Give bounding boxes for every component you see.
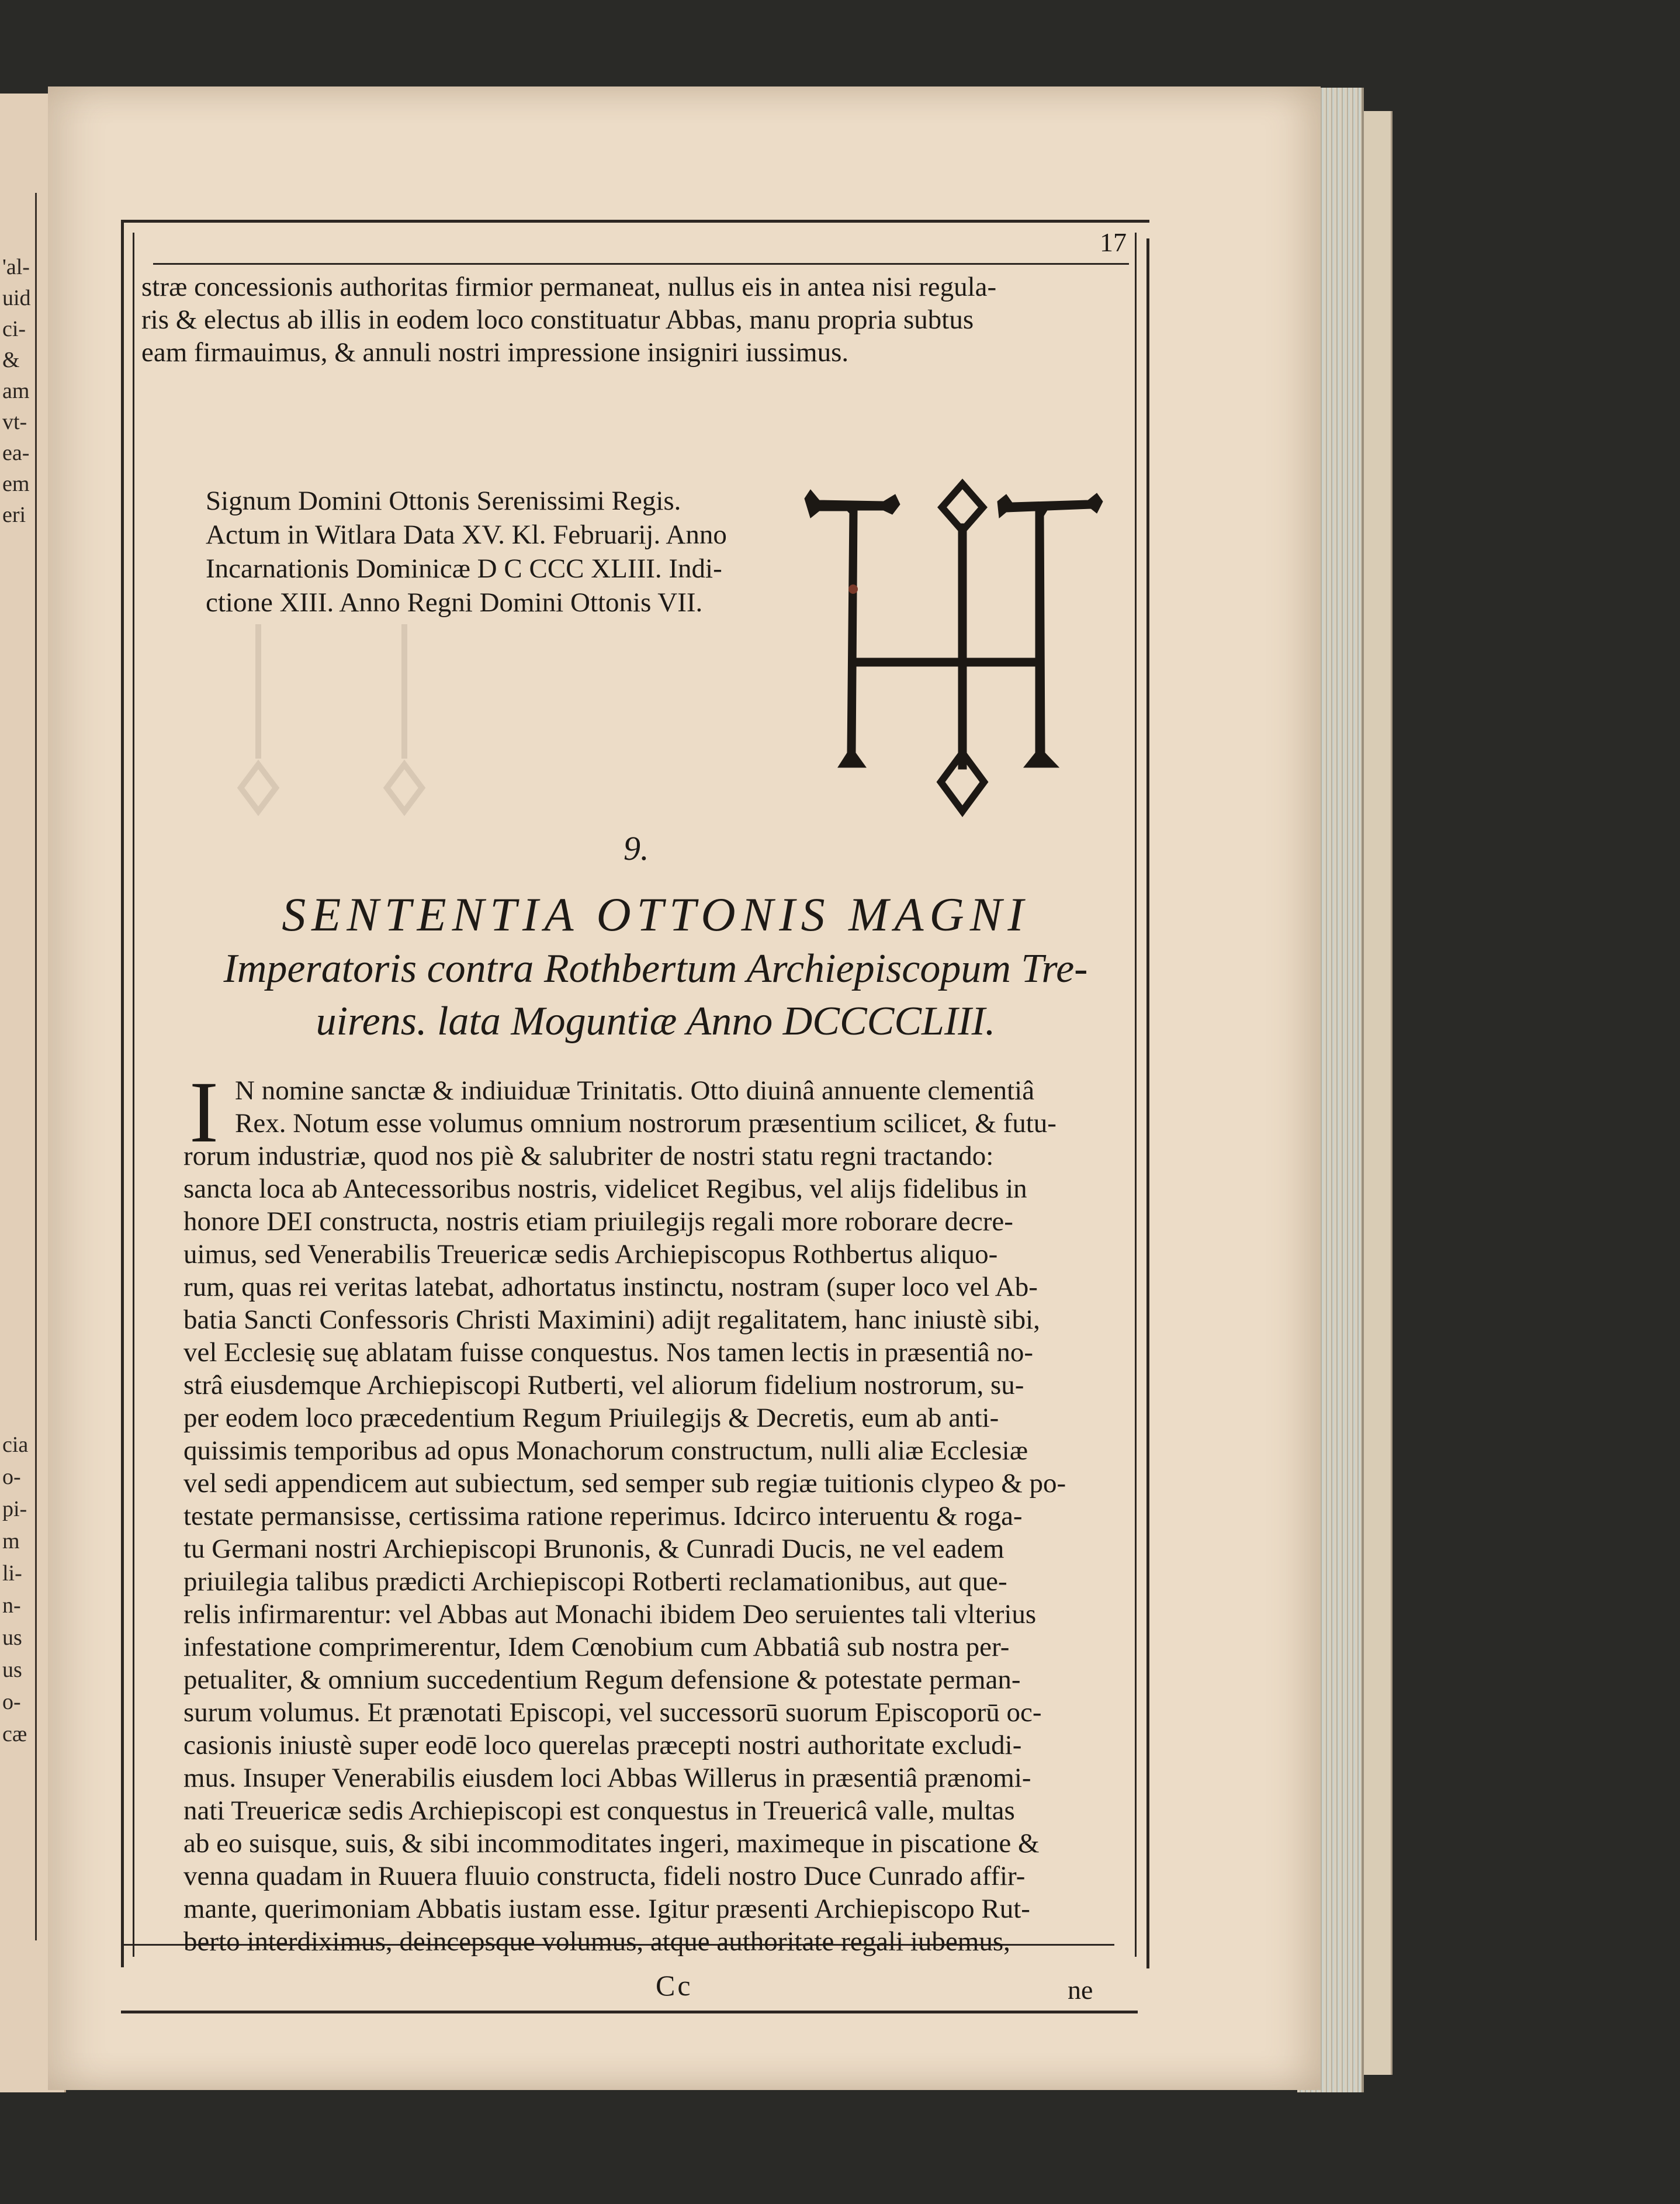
body-line: berto interdiximus, deincepsque volumus, atque authoritate regali iubemus,	[183, 1926, 1010, 1957]
top-text-block	[141, 271, 1123, 369]
body-line: surum volumus. Et prænotati Episcopi, vel successorū suorum Episcoporū oc-	[183, 1697, 1042, 1728]
frame-left-outer-rule	[121, 220, 124, 1967]
body-line: vel sedi appendicem aut subiectum, sed semper sub regiæ tuitionis clypeo & po-	[183, 1468, 1066, 1499]
heading-line-1: SENTENTIA OTTONIS MAGNI	[282, 888, 1030, 941]
frame-bottom-rule	[121, 2011, 1138, 2013]
frame-right-outer-rule	[1146, 238, 1149, 1968]
body-line: N nomine sanctæ & indiuiduæ Trinitatis. Otto diuinâ annuente clementiâ	[235, 1075, 1035, 1106]
body-text-block	[183, 1074, 1111, 1958]
left-fragment: am	[2, 379, 30, 403]
left-fragment: vt-	[2, 410, 27, 434]
left-page-rule	[35, 193, 37, 1940]
signum-line: Incarnationis Dominicæ D C CCC XLIII. Indi-	[206, 553, 722, 584]
body-line: rum, quas rei veritas latebat, adhortatus instinctu, nostram (super loco vel Ab-	[183, 1272, 1038, 1302]
left-fragment: m	[2, 1529, 20, 1553]
body-line: relis infirmarentur: vel Abbas aut Monachi ibidem Deo seruientes tali vlterius	[183, 1599, 1037, 1629]
body-line: mus. Insuper Venerabilis eiusdem loci Abbas Willerus in præsentiâ prænomi-	[183, 1763, 1031, 1793]
body-line: vel Ecclesię suę ablatam fuisse conquestus. Nos tamen lectis in præsentiâ no-	[183, 1337, 1033, 1368]
left-fragment: o-	[2, 1690, 21, 1714]
body-line: nati Treuericæ sedis Archiepiscopi est conquestus in Treuericâ valle, multas	[183, 1795, 1015, 1826]
body-line: petualiter, & omnium succedentium Regum defensione & potestate perman-	[183, 1665, 1021, 1695]
left-fragment: &	[2, 348, 20, 372]
left-fragment: uid	[2, 286, 31, 310]
signum-line: Signum Domini Ottonis Serenissimi Regis.	[206, 486, 681, 516]
signum-block	[206, 484, 796, 620]
signum-line: ctione XIII. Anno Regni Domini Ottonis VII.	[206, 587, 703, 618]
body-line: venna quadam in Ruuera fluuio constructa, fideli nostro Duce Cunrado affir-	[183, 1861, 1026, 1891]
body-line: per eodem loco præcedentium Regum Priuilegijs & Decretis, eum ab anti-	[183, 1403, 999, 1433]
left-fragment: ea-	[2, 441, 30, 465]
book-page	[48, 87, 1321, 2090]
catchword: ne	[1068, 1975, 1093, 2005]
body-line: infestatione comprimerentur, Idem Cœnobium cum Abbatiâ sub nostra per-	[183, 1632, 1010, 1662]
signature-mark: Cc	[656, 1969, 693, 2002]
section-number: 9.	[623, 829, 649, 867]
body-line: sancta loca ab Antecessoribus nostris, videlicet Regibus, vel alijs fidelibus in	[183, 1174, 1027, 1204]
body-line: priuilegia talibus prædicti Archiepiscopi Rotberti reclamationibus, aut que-	[183, 1566, 1007, 1597]
body-line: strâ eiusdemque Archiepiscopi Rutberti, vel aliorum fidelium nostrorum, su-	[183, 1370, 1024, 1400]
left-fragment: us	[2, 1658, 22, 1682]
body-line: rorum industriæ, quod nos piè & salubriter de nostri statu regni tractando:	[183, 1141, 994, 1171]
left-fragment: em	[2, 472, 30, 496]
heading-line-3: uirens. lata Moguntiæ Anno DCCCCLIII.	[316, 999, 996, 1044]
left-fragment: us	[2, 1625, 22, 1650]
left-fragment: li-	[2, 1561, 22, 1586]
header-rule	[153, 263, 1129, 265]
body-line: tu Germani nostri Archiepiscopi Brunonis, & Cunradi Ducis, ne vel eadem	[183, 1534, 1004, 1564]
text-line: eam firmauimus, & annuli nostri impressione insigniri iussimus.	[141, 337, 849, 368]
body-line: honore DEI constructa, nostris etiam priuilegijs regali more roborare decre-	[183, 1206, 1013, 1237]
body-line: casionis iniustè super eodē loco querelas præcepti nostri authoritate excludi-	[183, 1730, 1022, 1760]
body-line: testate permansisse, certissima ratione reperimus. Idcirco interuentu & roga-	[183, 1501, 1023, 1531]
frame-left-inner-rule	[133, 233, 134, 1957]
body-line: quissimis temporibus ad opus Monachorum constructum, nulli aliæ Ecclesiæ	[183, 1435, 1028, 1466]
bleed-through-mark	[223, 624, 469, 823]
left-fragment: n-	[2, 1593, 21, 1618]
signum-line: Actum in Witlara Data XV. Kl. Februarij. Anno	[206, 520, 727, 550]
otto-monogram-icon	[802, 472, 1129, 823]
frame-right-inner-rule	[1135, 233, 1137, 1957]
left-fragment: pi-	[2, 1497, 27, 1521]
left-fragment: ci-	[2, 317, 26, 341]
frame-top-rule	[121, 220, 1149, 223]
text-line: stræ concessionis authoritas firmior permaneat, nullus eis in antea nisi regula-	[141, 272, 997, 302]
left-fragment: 'al-	[2, 255, 30, 279]
left-fragment: cia	[2, 1433, 29, 1457]
body-line: mante, querimoniam Abbatis iustam esse. Igitur præsenti Archiepiscopo Rut-	[183, 1894, 1030, 1924]
drop-cap: I	[189, 1064, 219, 1161]
body-line: uimus, sed Venerabilis Treuericæ sedis Archiepiscopus Rothbertus aliquo-	[183, 1239, 998, 1269]
heading-line-2: Imperatoris contra Rothbertum Archiepiscopum Tre-	[223, 946, 1088, 991]
body-line: Rex. Notum esse volumus omnium nostrorum præsentium scilicet, & futu-	[235, 1108, 1057, 1139]
left-fragment: eri	[2, 503, 26, 527]
text-line: ris & electus ab illis in eodem loco constituatur Abbas, manu propria subtus	[141, 305, 974, 335]
body-line: ab eo suisque, suis, & sibi incommoditates ingeri, maximeque in piscatione &	[183, 1828, 1040, 1859]
left-fragment: o-	[2, 1465, 21, 1489]
page-number: 17	[1100, 227, 1127, 257]
body-line: batia Sancti Confessoris Christi Maximini) adijt regalitatem, hanc iniustè sibi,	[183, 1305, 1040, 1335]
left-fragment: cæ	[2, 1722, 27, 1746]
